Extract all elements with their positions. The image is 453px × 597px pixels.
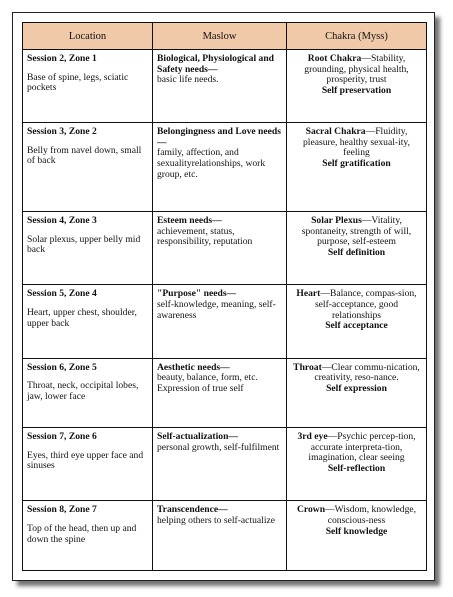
maslow-heading: Self-actualization— (157, 431, 239, 443)
session-label: Session 8, Zone 7 (27, 504, 97, 516)
maslow-heading: Esteem needs— (157, 215, 222, 227)
maslow-text: personal growth, self-fulfilment (157, 441, 280, 453)
maslow-cell (153, 285, 287, 358)
maslow-text: self-knowledge, meaning, self-awareness (157, 298, 276, 321)
table-row (23, 50, 427, 123)
chakra-name: Crown (296, 504, 326, 516)
chakra-cell (287, 212, 427, 285)
table-row (23, 285, 427, 358)
session-label: Session 2, Zone 1 (27, 53, 97, 64)
maslow-text: helping others to self-actualize (157, 515, 276, 527)
location-cell (23, 501, 153, 571)
chakra-name: Solar Plexus (311, 215, 362, 227)
maslow-text: basic life needs. (157, 74, 219, 86)
maslow-text: family, affection, and sexualityrelationships, work group, etc. (157, 147, 266, 180)
table-row (23, 501, 427, 571)
maslow-heading: "Purpose" needs— (157, 288, 237, 300)
maslow-heading: Aesthetic needs— (157, 361, 230, 373)
chakra-text: —Stability, grounding, physical health, prosperity, trust (304, 53, 409, 86)
location-text: Belly from navel down, small of back (27, 144, 142, 167)
table-row (23, 212, 427, 285)
chakra-text: —Wisdom, knowledge, conscious-ness (325, 504, 417, 527)
chakra-text: —Vitality, spontaneity, strength of will, purpose, self-esteem (301, 215, 412, 248)
location-cell (23, 123, 153, 212)
chakra-name: Heart (296, 288, 321, 300)
location-text: Eyes, third eye upper face and sinuses (27, 449, 144, 472)
table-row (23, 428, 427, 501)
header-location: Location (23, 23, 153, 50)
chakra-text: —Balance, compas-sion, self-acceptance, good relationships (314, 288, 417, 321)
chakra-name: Root Chakra (307, 53, 362, 64)
header-chakra: Chakra (Myss) (287, 23, 427, 50)
maslow-cell (153, 212, 287, 285)
header-maslow: Maslow (153, 23, 287, 50)
chakra-keyword: Self knowledge (325, 525, 388, 537)
location-text: Base of spine, legs, sciatic pockets (27, 71, 129, 94)
chakra-keyword: Self acceptance (325, 320, 388, 332)
table-row (23, 358, 427, 428)
maslow-text: beauty, balance, form, etc. Expression of true self (157, 372, 258, 394)
maslow-cell (153, 50, 287, 123)
chakra-text: —Fluidity, pleasure, healthy sexual-ity, feeling (302, 126, 410, 159)
location-cell (23, 50, 153, 123)
chakra-keyword: Self expression (326, 382, 387, 394)
document-frame (12, 12, 435, 581)
maslow-cell (153, 123, 287, 212)
chakra-keyword: Self definition (327, 246, 386, 258)
session-label: Session 5, Zone 4 (27, 288, 97, 300)
chakra-cell (287, 428, 427, 501)
header-row (23, 23, 427, 50)
table-row (23, 123, 427, 212)
chakra-cell (287, 50, 427, 123)
session-label: Session 7, Zone 6 (27, 431, 97, 443)
chakra-cell (287, 501, 427, 571)
location-text: Solar plexus, upper belly mid back (27, 233, 141, 256)
chakra-keyword: Self gratification (322, 158, 391, 170)
maslow-cell (153, 358, 287, 428)
maslow-cell (153, 428, 287, 501)
session-label: Session 4, Zone 3 (27, 215, 97, 227)
maslow-heading: Belongingness and Love needs— (157, 126, 281, 148)
chakra-cell (287, 358, 427, 428)
location-cell (23, 285, 153, 358)
chakra-keyword: Self preservation (321, 84, 392, 96)
maslow-text: achievement, status, responsibility, reputation (157, 225, 253, 248)
location-cell (23, 358, 153, 428)
chakra-name: Throat (293, 361, 322, 373)
location-text: Top of the head, then up and down the spine (27, 523, 137, 545)
chakra-keyword: Self-reflection (327, 462, 386, 474)
chakra-name: 3rd eye (297, 431, 328, 443)
location-cell (23, 212, 153, 285)
chakra-text: —Clear commu-nication, creativity, reso-nance. (314, 361, 420, 384)
session-label: Session 6, Zone 5 (27, 361, 97, 373)
maslow-cell (153, 501, 287, 571)
chakra-name: Sacral Chakra (305, 126, 366, 138)
location-text: Heart, upper chest, shoulder, upper back (27, 306, 137, 329)
session-label: Session 3, Zone 2 (27, 126, 97, 138)
maslow-heading: Biological, Physiological and Safety needs— (157, 53, 275, 75)
chakra-text: —Psychic percep-tion, accurate interpreta-tion, imagination, clear seeing (308, 431, 416, 464)
chakra-cell (287, 285, 427, 358)
chakra-cell (287, 123, 427, 212)
chakra-table (22, 22, 427, 571)
location-text: Throat, neck, occipital lobes, jaw, lower face (27, 380, 139, 402)
maslow-heading: Transcendence— (157, 504, 228, 516)
location-cell (23, 428, 153, 501)
